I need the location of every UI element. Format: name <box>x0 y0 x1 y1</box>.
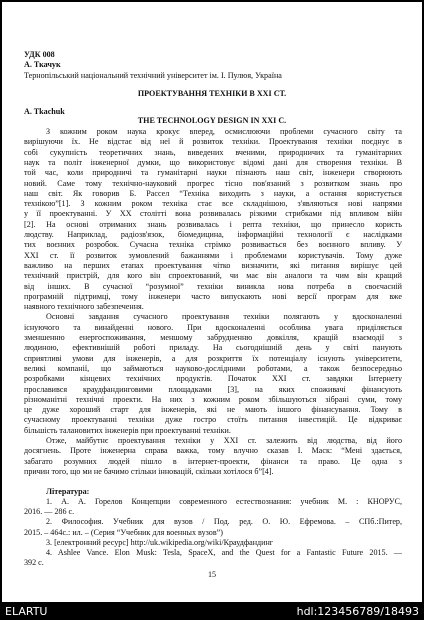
document-page <box>2 2 422 602</box>
affiliation: Тернопільський національний технічний університет ім. І. Пулюя, Україна <box>24 71 282 80</box>
udk-code: УДК 008 <box>24 50 55 59</box>
body-line: сприятливі умови для інженерів, а для розкриття їх потенціалу існують університети, <box>24 353 402 363</box>
body-line: людству. Наприклад, радіозв'язок, біомедицина, інформаційні технології є наслідками <box>24 230 402 239</box>
literature-line: 2. Философия. Учебник для вузов / Под. ред. О. Ю. Ефремова. – СПб.:Питер, <box>46 517 402 527</box>
body-line: З кожним роком наука крокує вперед, осмислюючи проблеми сучасного світу та <box>46 127 402 136</box>
body-line: існуючого та винайденні нового. При вдосконаленні особлива увага приділяється <box>24 322 402 332</box>
author-ua: А. Ткачук <box>24 60 61 69</box>
body-line: наш світ. Як говорив Б. Рассел “Техніка виходить з науки, а остання користується <box>24 188 402 198</box>
body-line: собі сукупність теоретичних знань, виведених вченими, природничих та гуманітарних <box>24 147 402 157</box>
body-line: сучасному проектуванні техніки дуже гостро стоїть питання інвестицій. Це відкриває <box>24 415 402 425</box>
footer-handle: hdl:123456789/18493 <box>296 605 419 618</box>
body-line: новий. Саме тому технічно-науковий прогрес тісно пов'язаний з розвитком знань про <box>24 178 402 188</box>
body-line: у її проектуванні. У ХХ столітті вона розвивалась різкими стрибками під впливом війн <box>24 209 402 219</box>
literature-heading: Література: <box>46 487 90 496</box>
body-line: тих воєнних розробок. Сучасна техніка стрімко розвивається без воєнного впливу. У <box>24 240 402 250</box>
body-line: досягнень. Проте інженерна справа важка, тому влучно сказав І. Маск: “Мені здається, <box>24 446 402 456</box>
body-line: причин того, що ми не бачимо стільки інновацій, скільки хотілося б”[4]. <box>24 466 274 476</box>
title-ua: ПРОЕКТУВАННЯ ТЕХНІКИ В ХХІ СТ. <box>137 89 287 98</box>
body-line: Основні завдання сучасного проектування техніки полягають у вдосконаленні <box>46 312 402 322</box>
body-line: технікою”[1]. З кожним роком техніка стає все складнішою, з'являються нові напрями <box>24 199 402 209</box>
body-line: зменшенню енергоспоживання, меншому забрудненню довкілля, кращій взаємодії з <box>24 333 402 342</box>
body-line: той час, коли природничі та гуманітарні науки пізнають наш світ, інженери створюють <box>24 168 402 178</box>
body-line: забагато розумних людей пішло в інтернет-проекти, фінанси та право. Це одна з <box>24 456 402 466</box>
body-line: ХХІ ст. її розвиток зумовлений бажаннями і проблемами користувачів. Тому дуже <box>24 250 402 260</box>
literature-line: 392 с. <box>24 558 44 568</box>
body-line: наук та політ інженерної думки, що використовує відомі дані для створення техніки. В <box>24 157 402 167</box>
body-line: технічний пристрій, для кого він спроектований, чи має він аналоги та чим він кращий <box>24 271 402 281</box>
body-line: прославився краудфандинговими площадками [3], на яких споживачі фінансують <box>24 384 402 394</box>
body-line: людиною, ефективнішій роботі приладу. На сьогоднішній день у світі панують <box>24 343 402 353</box>
body-line: наявного технічного забезпечення. <box>24 302 144 312</box>
body-line: програмній підтримці, тому інженери часто випускають нові версії програм для вже <box>24 291 402 301</box>
literature-line: 2016. — 286 с. <box>24 507 75 517</box>
body-line: розробками кінцевих технічних продуктів. Початок ХХІ ст. завдяки Інтернету <box>24 374 402 384</box>
literature-line: 2015. – 464с.: ил. – (Серия “Учебник для военных вузов”) <box>24 527 223 537</box>
body-line: [2]. На основі отриманих знань розвивалась і репта техніки, що принесло користь <box>24 219 402 229</box>
body-line: важливо на перших етапах проектування чітко визначити, які питання вирішує цей <box>24 260 402 270</box>
footer-bar <box>0 602 424 620</box>
author-en: A. Tkachuk <box>24 107 65 116</box>
body-line: вирішуючи їх. Не відстає від неї й розвиток техніки. Проектування техніки поєднує в <box>24 137 402 147</box>
literature-line: 4. Ashlee Vance. Elon Musk: Tesla, SpaceX, and the Quest for a Fantastic Future 2015. — <box>46 548 402 557</box>
body-line: це дуже хороший старт для інженерів, які не мають іншого фінансування. Тому в <box>24 405 402 415</box>
literature-line: 1. А. А. Горелов Концепции современного естествознания: учебник М. : КНОРУС, <box>46 497 402 506</box>
body-line: більшість талановитих інженерів при проектуванні техніки. <box>24 425 231 435</box>
footer-repository-name: ELARTU <box>5 605 48 618</box>
title-en: THE TECHNOLOGY DESIGN IN XXI C. <box>137 116 287 125</box>
body-line: від інших. В сучасної “розумної” техніки виникла нова потреба в своєчасній <box>24 281 402 291</box>
page-number: 15 <box>207 570 217 579</box>
body-line: великі компанії, що займаються науково-дослідними роботами, а також безпосередньо <box>24 363 402 373</box>
literature-line: 3. [електронний ресурс] http://uk.wikipedia.org/wiki/Краудфандинг <box>46 537 274 547</box>
body-line: Отже, майбутнє проектування техніки у ХХІ ст. залежить від людства, від його <box>46 436 402 445</box>
body-line: різноманітні технічні проекти. На них з кожним роком збільшуються зібрані суми, тому <box>24 394 402 404</box>
